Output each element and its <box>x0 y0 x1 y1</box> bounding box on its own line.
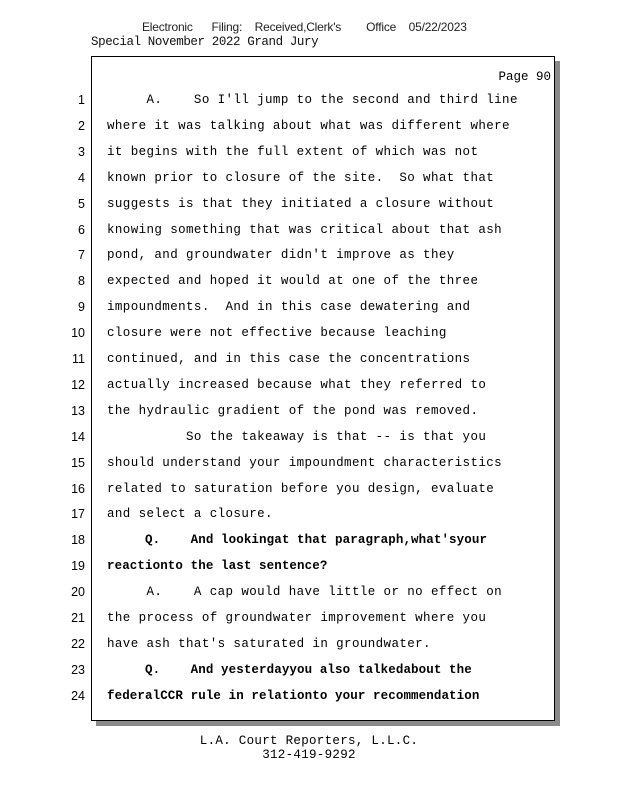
line-number: 1 <box>78 93 85 107</box>
line-number: 13 <box>71 404 85 418</box>
line-number: 15 <box>71 456 85 470</box>
transcript-line: So the takeaway is that -- is that you <box>107 430 487 444</box>
transcript-line: federalCCR rule in relationto your recommendation <box>107 689 480 703</box>
transcript-line: expected and hoped it would at one of the three <box>107 274 479 288</box>
line-number: 14 <box>71 430 85 444</box>
transcript-line: impoundments. And in this case dewatering and <box>107 300 471 314</box>
line-number: 8 <box>78 274 85 288</box>
transcript-line: the process of groundwater improvement where you <box>107 611 487 625</box>
filing-stamp: Electronic Filing: Received,Clerk's Office 05/22/2023 <box>142 20 467 34</box>
line-number: 4 <box>78 171 85 185</box>
transcript-line: the hydraulic gradient of the pond was removed. <box>107 404 479 418</box>
transcript-line: suggests is that they initiated a closure without <box>107 197 495 211</box>
page-number: Page 90 <box>498 70 551 84</box>
transcript-line: should understand your impoundment characteristics <box>107 456 503 470</box>
case-title: Special November 2022 Grand Jury <box>91 35 319 49</box>
transcript-line: knowing something that was critical about that ash <box>107 223 503 237</box>
transcript-line: where it was talking about what was different where <box>107 119 510 133</box>
transcript-line: Q. And yesterdayyou also talkedabout the <box>107 663 472 677</box>
line-number: 5 <box>78 197 85 211</box>
line-number: 17 <box>71 507 85 521</box>
line-number: 11 <box>72 352 85 366</box>
transcript-line: closure were not effective because leaching <box>107 326 447 340</box>
court-reporter-name: L.A. Court Reporters, L.L.C. <box>199 734 419 748</box>
line-number: 22 <box>71 637 85 651</box>
transcript-line: known prior to closure of the site. So what that <box>107 171 495 185</box>
line-number: 23 <box>71 663 85 677</box>
transcript-line: actually increased because what they referred to <box>107 378 487 392</box>
court-reporter-phone: 312-419-9292 <box>262 748 356 762</box>
transcript-line: related to saturation before you design, evaluate <box>107 482 495 496</box>
line-number: 24 <box>71 689 85 703</box>
line-number: 16 <box>71 482 85 496</box>
transcript-line: pond, and groundwater didn't improve as they <box>107 248 455 262</box>
footer <box>0 734 618 762</box>
line-number: 18 <box>71 533 85 547</box>
line-number: 10 <box>71 326 85 340</box>
line-number: 6 <box>78 223 85 237</box>
transcript-line: it begins with the full extent of which was not <box>107 145 479 159</box>
transcript-line: continued, and in this case the concentrations <box>107 352 471 366</box>
transcript-line: reactionto the last sentence? <box>107 559 328 573</box>
transcript-line: have ash that's saturated in groundwater. <box>107 637 431 651</box>
line-number: 12 <box>71 378 85 392</box>
transcript-line: A. So I'll jump to the second and third line <box>107 93 518 107</box>
line-number: 9 <box>78 300 85 314</box>
line-number: 21 <box>71 611 85 625</box>
line-number: 2 <box>78 119 85 133</box>
line-number: 19 <box>71 559 85 573</box>
line-number: 7 <box>78 248 85 262</box>
transcript-line: A. A cap would have little or no effect on <box>107 585 503 599</box>
line-number: 20 <box>71 585 85 599</box>
transcript-line: Q. And lookingat that paragraph,what'syour <box>107 533 488 547</box>
transcript-line: and select a closure. <box>107 507 273 521</box>
line-number: 3 <box>78 145 85 159</box>
